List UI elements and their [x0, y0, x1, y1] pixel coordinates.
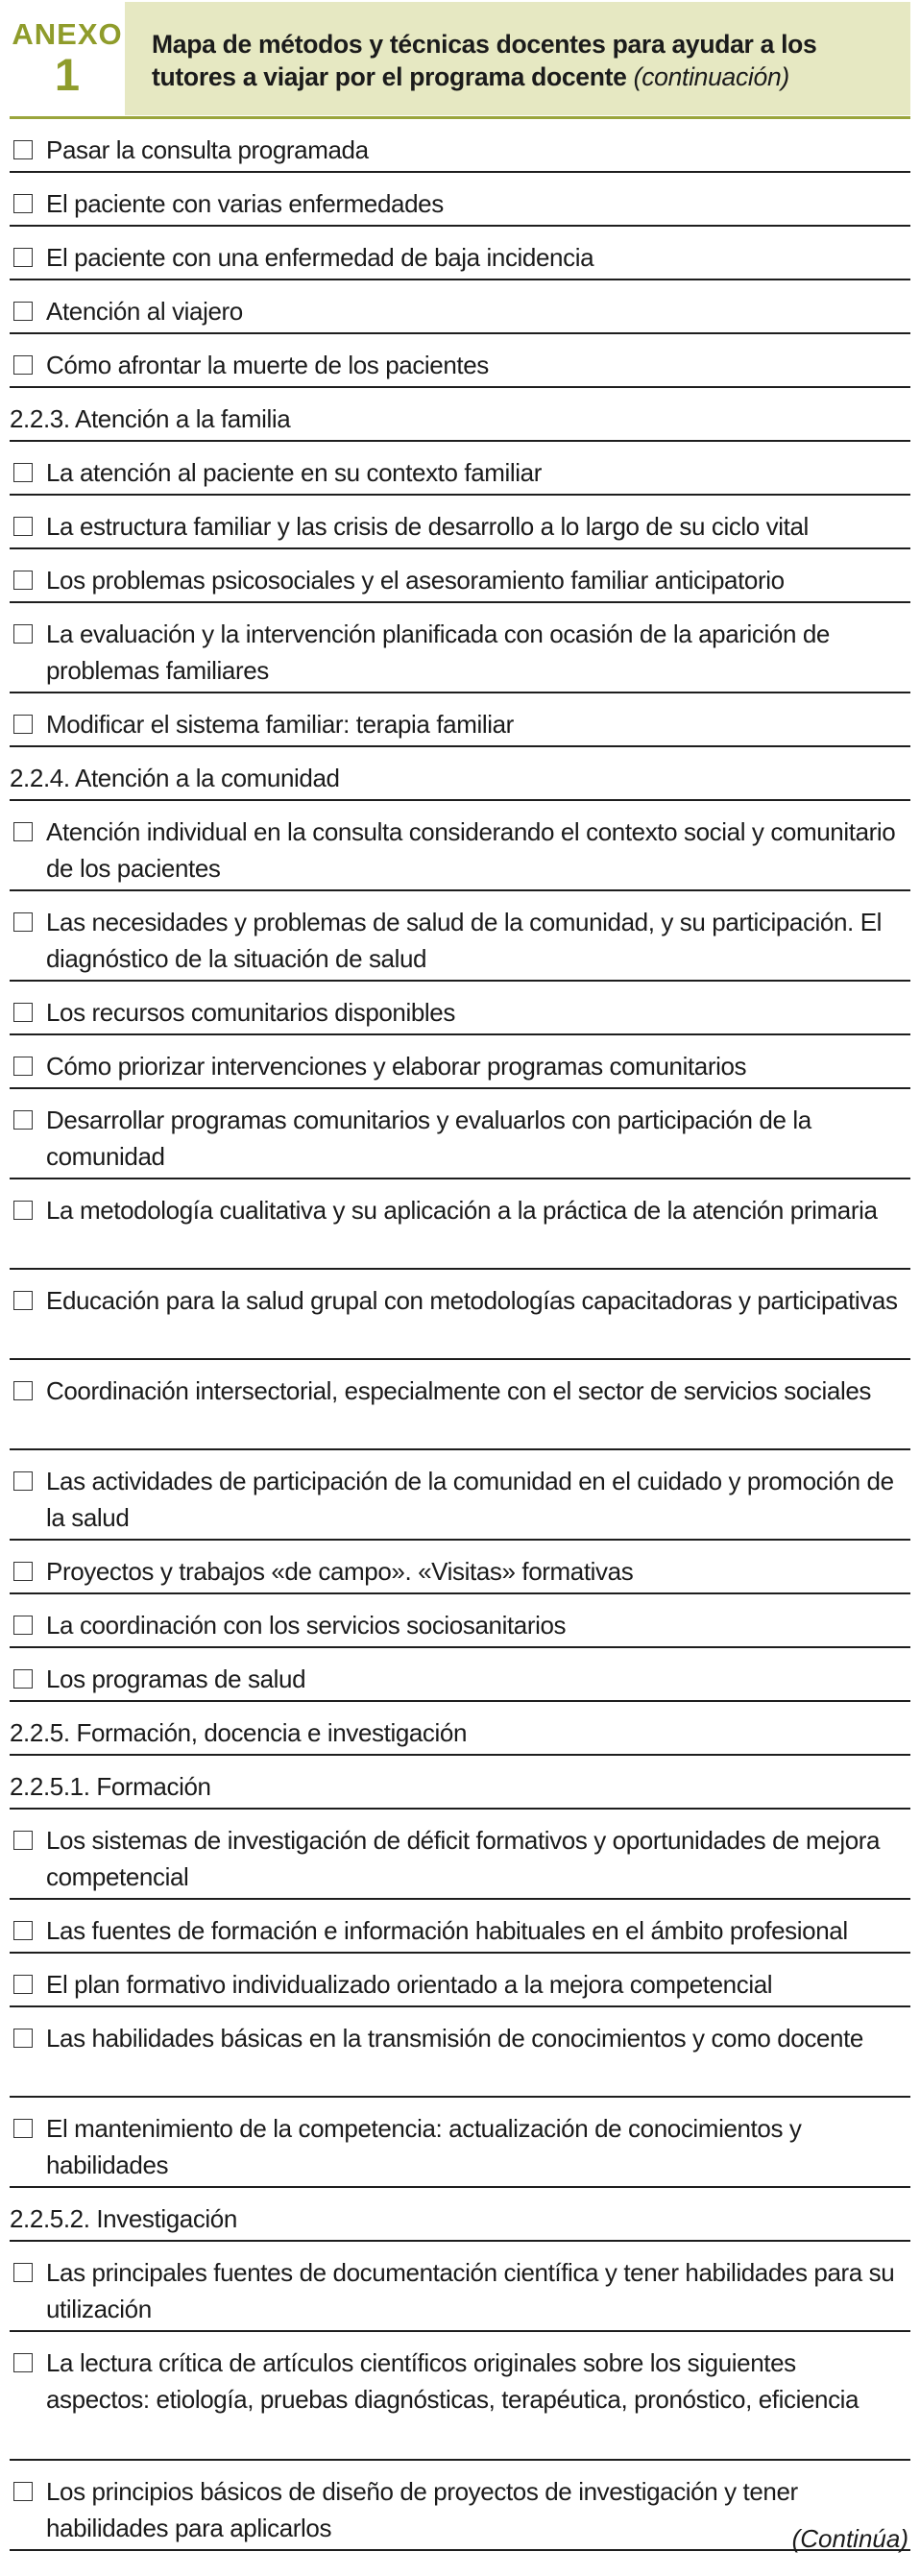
checkbox-icon — [13, 1110, 33, 1130]
list-item — [10, 2332, 910, 2461]
list-item — [10, 227, 910, 280]
list-item — [10, 1900, 910, 1954]
list-item — [10, 1450, 910, 1541]
checkbox-icon — [13, 1975, 33, 1994]
section-heading — [10, 1702, 910, 1756]
list-item — [10, 119, 910, 173]
list-item-text: El mantenimiento de la competencia: actualización de conocimientos y habilidades — [46, 2114, 802, 2179]
list-item-text: Modificar el sistema familiar: terapia familiar — [46, 710, 514, 739]
list-item — [10, 982, 910, 1035]
checkbox-icon — [13, 571, 33, 590]
checkbox-icon — [13, 1057, 33, 1076]
list-item-text: Cómo priorizar intervenciones y elaborar programas comunitarios — [46, 1052, 747, 1081]
checkbox-icon — [13, 1562, 33, 1581]
list-item-text: El paciente con varias enfermedades — [46, 189, 444, 218]
list-item-text: El plan formativo individualizado orientado a la mejora competencial — [46, 1970, 773, 1999]
checkbox-icon — [13, 912, 33, 932]
list-item — [10, 1648, 910, 1702]
list-item-text: Coordinación intersectorial, especialmente con el sector de servicios sociales — [46, 1376, 872, 1405]
checkbox-icon — [13, 355, 33, 375]
list-item — [10, 891, 910, 982]
list-item-text: Los problemas psicosociales y el asesoramiento familiar anticipatorio — [46, 566, 785, 595]
section-heading-text: 2.2.4. Atención a la comunidad — [10, 764, 340, 792]
checkbox-icon — [13, 822, 33, 841]
section-heading-text: 2.2.5. Formación, docencia e investigación — [10, 1718, 468, 1747]
checkbox-icon — [13, 1921, 33, 1940]
checkbox-icon — [13, 2482, 33, 2501]
checkbox-icon — [13, 517, 33, 536]
annex-title-continuation: (continuación) — [633, 62, 789, 91]
checkbox-icon — [13, 1471, 33, 1491]
annex-header — [10, 2, 910, 115]
checkbox-icon — [13, 248, 33, 267]
list-item — [10, 442, 910, 496]
checkbox-icon — [13, 715, 33, 734]
list-item-text: Los sistemas de investigación de déficit formativos y oportunidades de mejora competencial — [46, 1826, 881, 1891]
list-item-text: La metodología cualitativa y su aplicación a la práctica de la atención primaria — [46, 1196, 878, 1225]
annex-number: 1 — [54, 49, 81, 100]
list-item-text: Las principales fuentes de documentación científica y tener habilidades para su utilización — [46, 2258, 895, 2323]
checkbox-icon — [13, 194, 33, 213]
checkbox-icon — [13, 1201, 33, 1220]
list-item — [10, 1594, 910, 1648]
list-item — [10, 496, 910, 549]
list-item — [10, 1089, 910, 1179]
list-item-text: Las necesidades y problemas de salud de la comunidad, y su participación. El diagnóstico de la situación de salud — [46, 908, 883, 973]
list-item-text: El paciente con una enfermedad de baja incidencia — [46, 243, 594, 272]
section-heading-text: 2.2.5.1. Formación — [10, 1772, 211, 1801]
list-item-text: Las habilidades básicas en la transmisión de conocimientos y como docente — [46, 2024, 863, 2053]
checkbox-icon — [13, 624, 33, 644]
section-heading — [10, 1756, 910, 1810]
list-item — [10, 1541, 910, 1594]
list-item — [10, 1179, 910, 1270]
list-item — [10, 1810, 910, 1900]
checkbox-icon — [13, 1669, 33, 1689]
annex-title-box — [125, 2, 910, 115]
list-item-text: Los recursos comunitarios disponibles — [46, 998, 455, 1027]
annex-badge — [10, 2, 125, 115]
list-item-text: La coordinación con los servicios sociosanitarios — [46, 1611, 567, 1640]
section-heading-text: 2.2.3. Atención a la familia — [10, 404, 291, 433]
list-item — [10, 2242, 910, 2332]
list-item-text: La atención al paciente en su contexto familiar — [46, 458, 542, 487]
list-item — [10, 1035, 910, 1089]
annex-label: ANEXO — [12, 17, 123, 51]
checkbox-icon — [13, 2029, 33, 2048]
list-item-text: Desarrollar programas comunitarios y evaluarlos con participación de la comunidad — [46, 1106, 811, 1171]
list-item-text: La lectura crítica de artículos científicos originales sobre los siguientes aspectos: etiología, pruebas diagnósticas, terapéutica, pronóstico, eficiencia — [46, 2348, 859, 2414]
list-item-text: Atención individual en la consulta considerando el contexto social y comunitario de los pacientes — [46, 817, 896, 883]
list-item — [10, 334, 910, 388]
checkbox-icon — [13, 2353, 33, 2372]
annex-title — [152, 28, 897, 93]
checkbox-icon — [13, 1831, 33, 1850]
list-item — [10, 1360, 910, 1450]
section-heading — [10, 388, 910, 442]
list-item — [10, 1954, 910, 2007]
list-item — [10, 2007, 910, 2098]
list-item-text: Atención al viajero — [46, 297, 243, 326]
section-heading-text: 2.2.5.2. Investigación — [10, 2204, 237, 2233]
list-item-text: Educación para la salud grupal con metodologías capacitadoras y participativas — [46, 1286, 898, 1315]
list-item-text: Los principios básicos de diseño de proyectos de investigación y tener habilidades para aplicarlos — [46, 2477, 798, 2542]
checkbox-icon — [13, 1616, 33, 1635]
checkbox-icon — [13, 1291, 33, 1310]
checkbox-icon — [13, 1381, 33, 1400]
list-item — [10, 801, 910, 891]
list-item — [10, 173, 910, 227]
list-item — [10, 1270, 910, 1360]
list-item-text: Las fuentes de formación e información habituales en el ámbito profesional — [46, 1916, 848, 1945]
section-heading — [10, 747, 910, 801]
list-item — [10, 2098, 910, 2188]
checklist-table — [10, 116, 910, 2551]
list-item-text: La estructura familiar y las crisis de desarrollo a lo largo de su ciclo vital — [46, 512, 809, 541]
list-item-text: Cómo afrontar la muerte de los pacientes — [46, 351, 489, 379]
list-item-text: Los programas de salud — [46, 1665, 306, 1693]
checkbox-icon — [13, 2119, 33, 2138]
list-item — [10, 2461, 910, 2551]
checkbox-icon — [13, 1003, 33, 1022]
list-item-text: Proyectos y trabajos «de campo». «Visitas» formativas — [46, 1557, 634, 1586]
annex-title-main: Mapa de métodos y técnicas docentes para ayudar a los tutores a viajar por el programa docente — [152, 30, 817, 91]
list-item-text: Pasar la consulta programada — [46, 135, 369, 164]
continua-note: (Continúa) — [791, 2524, 908, 2553]
checkbox-icon — [13, 2263, 33, 2282]
list-item — [10, 549, 910, 603]
checkbox-icon — [13, 140, 33, 159]
list-item-text: Las actividades de participación de la comunidad en el cuidado y promoción de la salud — [46, 1467, 894, 1532]
list-item-text: La evaluación y la intervención planificada con ocasión de la aparición de problemas familiares — [46, 620, 830, 685]
list-item — [10, 603, 910, 693]
section-heading — [10, 2188, 910, 2242]
checkbox-icon — [13, 302, 33, 321]
checkbox-icon — [13, 463, 33, 482]
list-item — [10, 280, 910, 334]
list-item — [10, 693, 910, 747]
